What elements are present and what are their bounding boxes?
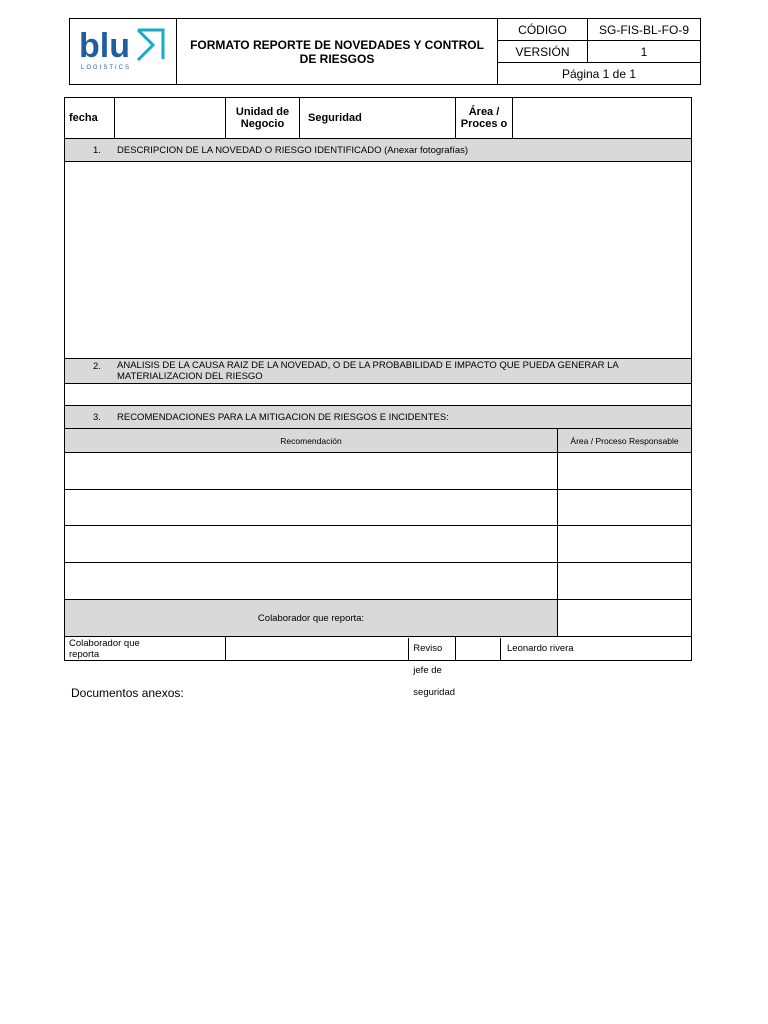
recommendation-field[interactable]	[65, 453, 558, 490]
recomendacion-column-header: Recomendación	[65, 429, 558, 453]
colaborador-reporta-label: Colaborador que reporta	[65, 637, 226, 661]
svg-text:blu: blu	[79, 27, 130, 65]
unidad-negocio-value[interactable]: Seguridad	[300, 98, 456, 139]
section-1-title: DESCRIPCION DE LA NOVEDAD O RIESGO IDENTIFICADO (Anexar fotografías)	[117, 144, 469, 156]
section-3-header	[65, 406, 692, 429]
reviso-jefe-label: Reviso jefe de seguridad	[413, 642, 456, 698]
reviso-jefe-value[interactable]: Leonardo rivera	[507, 642, 574, 654]
svg-text:LOGISTICS: LOGISTICS	[81, 65, 132, 71]
section-1-number: 1.	[93, 144, 101, 156]
recommendation-row	[65, 563, 692, 600]
blu-logistics-logo-icon	[70, 19, 177, 81]
section-2-number: 2.	[93, 361, 101, 372]
area-proceso-label: Área / Proces o	[456, 98, 513, 139]
section-3-title: RECOMENDACIONES PARA LA MITIGACION DE RIESGOS E INCIDENTES:	[117, 411, 449, 423]
documentos-anexos-label: Documentos anexos:	[71, 686, 184, 700]
colaborador-reporta-value-wrap	[226, 637, 456, 698]
responsible-field[interactable]	[558, 453, 692, 490]
responsible-field[interactable]	[558, 563, 692, 600]
unidad-negocio-label: Unidad de Negocio	[226, 98, 300, 139]
section-2-header	[65, 359, 692, 384]
colaborador-reporta-heading: Colaborador que reporta:	[65, 600, 558, 637]
logo	[70, 19, 177, 85]
form-title: FORMATO REPORTE DE NOVEDADES Y CONTROL DE RIESGOS	[177, 19, 498, 85]
recommendation-field[interactable]	[65, 563, 558, 600]
reviso-jefe-wrap	[456, 637, 692, 661]
colaborador-reporta-field[interactable]	[226, 638, 409, 660]
recommendation-field[interactable]	[65, 526, 558, 563]
form-header	[69, 18, 701, 85]
recommendation-field[interactable]	[65, 490, 558, 526]
root-cause-field[interactable]	[65, 384, 692, 406]
fecha-label: fecha	[65, 98, 115, 139]
colaborador-signature-field[interactable]	[558, 600, 692, 637]
responsible-field[interactable]	[558, 526, 692, 563]
area-responsable-column-header: Área / Proceso Responsable	[558, 429, 692, 453]
section-3-number: 3.	[93, 411, 101, 423]
recommendation-row	[65, 453, 692, 490]
section-2-title: ANALISIS DE LA CAUSA RAIZ DE LA NOVEDAD, O DE LA PROBABILIDAD E IMPACTO QUE PUEDA GENERAR LA MATERIALIZACION DEL RIESGO	[117, 360, 619, 382]
area-proceso-field[interactable]	[513, 98, 692, 139]
recommendation-row	[65, 526, 692, 563]
version-label: VERSIÓN	[498, 41, 588, 63]
responsible-field[interactable]	[558, 490, 692, 526]
recommendation-row	[65, 490, 692, 526]
version-value: 1	[588, 41, 701, 63]
page-number: Página 1 de 1	[498, 63, 701, 85]
fecha-field[interactable]	[115, 98, 226, 139]
codigo-value: SG-FIS-BL-FO-9	[588, 19, 701, 41]
description-field[interactable]	[65, 162, 692, 359]
section-1-header	[65, 139, 692, 162]
codigo-label: CÓDIGO	[498, 19, 588, 41]
